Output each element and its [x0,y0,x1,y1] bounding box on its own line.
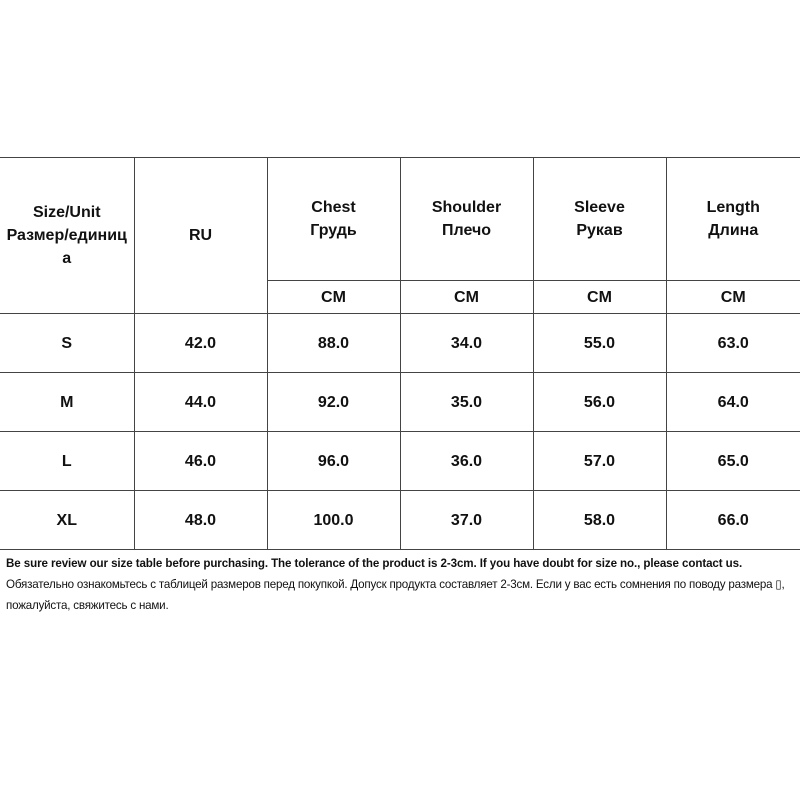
chest-unit: CM [267,281,400,314]
size-cell: S [0,314,134,373]
chest-cell: 96.0 [267,432,400,491]
size-unit-header-line1: Size/Unit [32,204,101,221]
length-cell: 66.0 [666,491,800,550]
shoulder-cell: 37.0 [400,491,533,550]
ru-cell: 46.0 [134,432,267,491]
chest-header [267,158,400,281]
table-row [0,432,800,491]
size-unit-header [0,158,134,314]
shoulder-header [400,158,533,281]
sleeve-header-ru: Рукав [576,222,623,239]
note-russian: Обязательно ознакомьтесь с таблицей размеров перед покупкой. Допуск продукта составляет 2-3см. Если у вас есть сомнения по поводу размера ▯, пожалуйста, свяжитесь с нами. [6,578,785,612]
sleeve-cell: 57.0 [533,432,666,491]
length-header-ru: Длина [708,222,759,239]
chest-header-ru: Грудь [310,222,357,239]
table-row [0,314,800,373]
ru-header: RU [134,158,267,314]
table-row [0,491,800,550]
size-notes [6,553,798,616]
chest-cell: 88.0 [267,314,400,373]
sleeve-cell: 56.0 [533,373,666,432]
shoulder-header-ru: Плечо [441,222,491,239]
shoulder-cell: 34.0 [400,314,533,373]
length-unit: CM [666,281,800,314]
table-row [0,373,800,432]
sleeve-cell: 58.0 [533,491,666,550]
size-cell: M [0,373,134,432]
ru-cell: 42.0 [134,314,267,373]
header-row [0,158,800,281]
length-cell: 65.0 [666,432,800,491]
chest-header-en: Chest [311,199,356,216]
length-cell: 64.0 [666,373,800,432]
ru-cell: 48.0 [134,491,267,550]
size-table [0,157,800,550]
length-header-en: Length [706,199,760,216]
chest-cell: 92.0 [267,373,400,432]
ru-cell: 44.0 [134,373,267,432]
shoulder-cell: 35.0 [400,373,533,432]
length-header [666,158,800,281]
sleeve-unit: CM [533,281,666,314]
size-cell: XL [0,491,134,550]
shoulder-unit: CM [400,281,533,314]
shoulder-cell: 36.0 [400,432,533,491]
note-english: Be sure review our size table before purchasing. The tolerance of the product is 2-3cm. If you have doubt for size no., please contact us. [6,557,743,570]
sleeve-cell: 55.0 [533,314,666,373]
sleeve-header-en: Sleeve [574,199,625,216]
length-cell: 63.0 [666,314,800,373]
size-unit-header-line3: а [62,250,72,267]
chest-cell: 100.0 [267,491,400,550]
sleeve-header [533,158,666,281]
size-unit-header-line2: Размер/единиц [6,227,127,244]
shoulder-header-en: Shoulder [431,199,502,216]
size-cell: L [0,432,134,491]
